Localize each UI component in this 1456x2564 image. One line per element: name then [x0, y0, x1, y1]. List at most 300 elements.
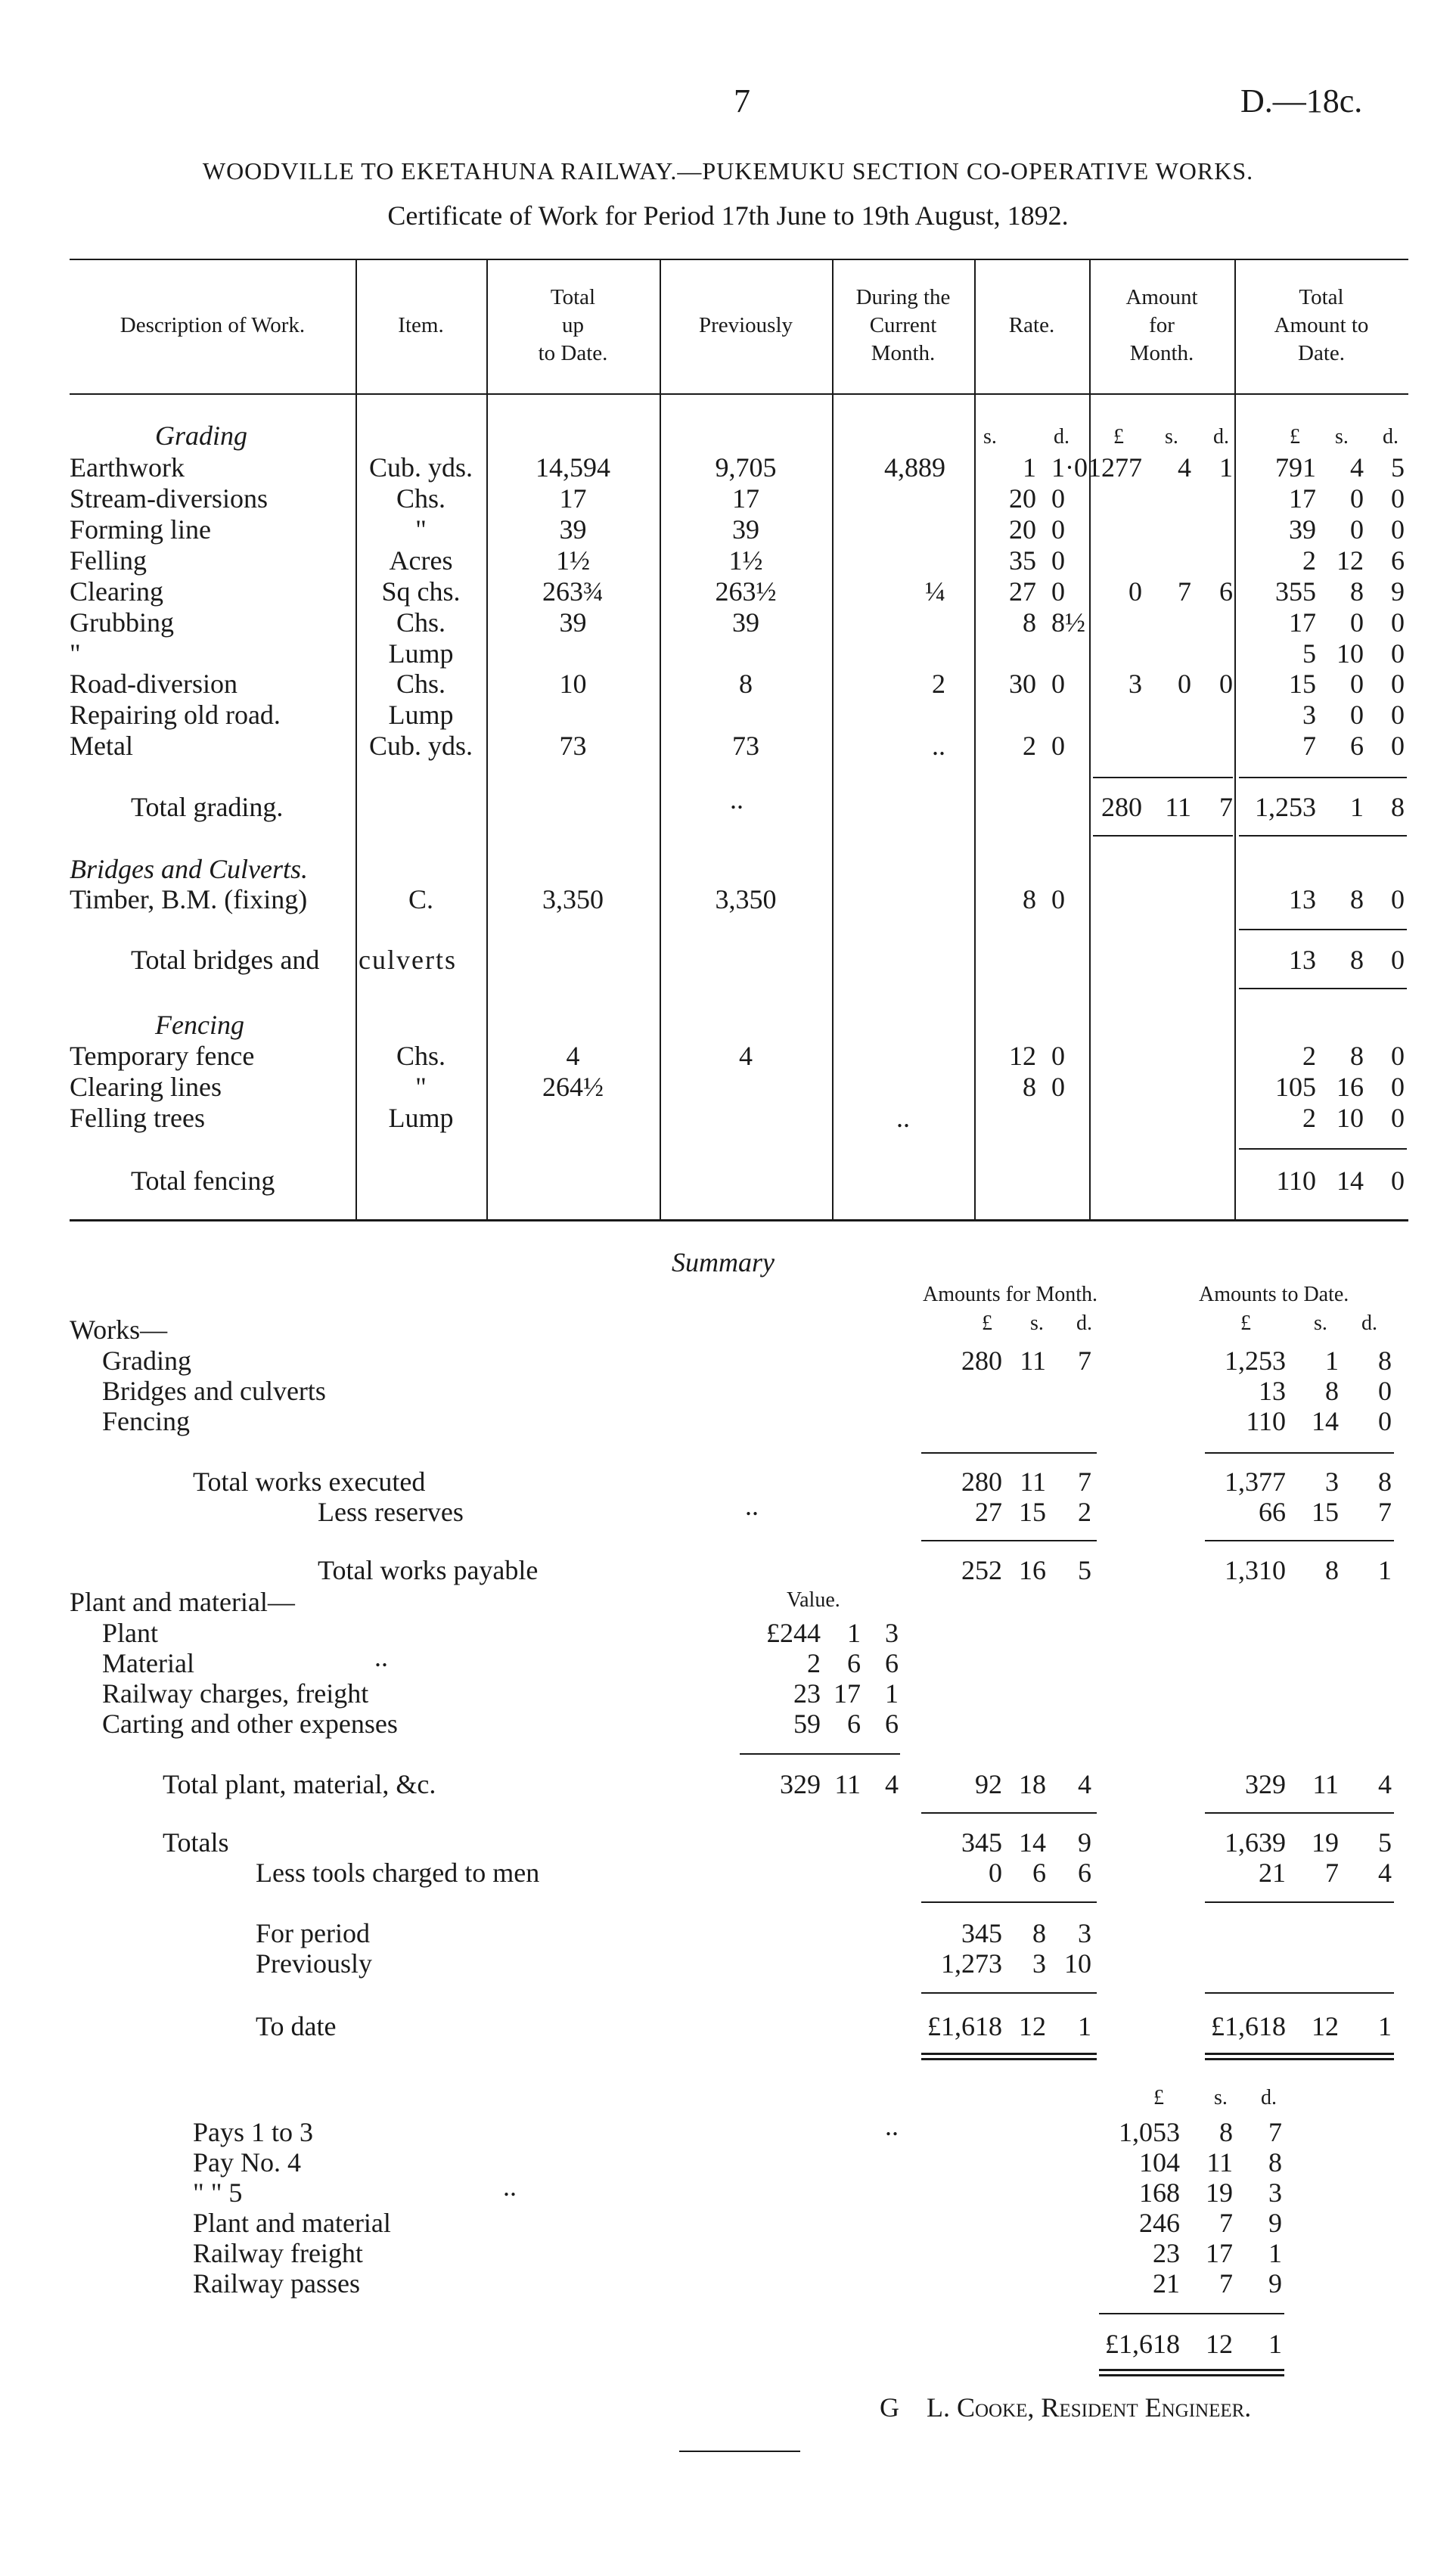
row-item: Sq chs. — [381, 576, 461, 607]
cell: 355 — [1275, 576, 1316, 607]
subtotal-rule — [1239, 835, 1407, 837]
cell: 12 — [1206, 2329, 1233, 2359]
cell: 39 — [732, 514, 759, 545]
cell: 73 — [559, 731, 587, 761]
cell: 0 — [1391, 483, 1405, 514]
cell: 21 — [1259, 1858, 1286, 1888]
cell: 39 — [559, 514, 587, 545]
cell: 11 — [1165, 792, 1191, 822]
sum-rule — [740, 1753, 900, 1755]
sum-rule — [1205, 1812, 1394, 1814]
cell: 9 — [1391, 576, 1405, 607]
dots: .. — [503, 2171, 517, 2202]
cell: 9 — [1078, 1827, 1091, 1858]
cell: 39 — [559, 607, 587, 638]
cell: 9 — [1268, 2208, 1282, 2238]
unit-label: d. — [1383, 425, 1399, 449]
cell: 14,594 — [536, 452, 610, 483]
unit-label: s. — [1214, 2086, 1228, 2109]
double-rule — [921, 2053, 1097, 2055]
cell: 2 — [1078, 1497, 1091, 1527]
cell: 1 — [1378, 1555, 1392, 1585]
cell: 1 — [1378, 2011, 1392, 2041]
cell: 4 — [739, 1041, 753, 1071]
cell: 168 — [1139, 2178, 1180, 2208]
cell: 1 — [1219, 452, 1233, 483]
cell: 4 — [566, 1041, 580, 1071]
cell: 8 — [1350, 1041, 1364, 1071]
unit-label: s. — [1165, 425, 1178, 449]
dots: .. — [730, 784, 744, 815]
summary-item-label: Carting and other expenses — [102, 1709, 398, 1739]
unit-label: s. — [983, 425, 997, 449]
unit-label: s. — [1335, 425, 1349, 449]
cell: 11 — [1206, 2147, 1233, 2178]
double-rule — [1205, 2053, 1394, 2055]
row-item: Cub. yds. — [368, 452, 473, 483]
summary-item-label: Totals — [163, 1827, 229, 1858]
cell: 7 — [1078, 1346, 1091, 1376]
cell: 6 — [1350, 731, 1364, 761]
document-title: WOODVILLE TO EKETAHUNA RAILWAY.—PUKEMUKU SECTION CO-OPERATIVE WORKS. — [202, 157, 1254, 185]
summary-col-month: Amounts for Month. — [923, 1283, 1097, 1306]
cell: 17 — [834, 1678, 861, 1709]
table-bottom-rule — [70, 1219, 1408, 1221]
cell: £1,618 — [1105, 2329, 1180, 2359]
cell: 1,053 — [1119, 2117, 1180, 2147]
summary-item-label: Railway charges, freight — [102, 1678, 369, 1709]
cell: 0 — [989, 1858, 1002, 1888]
row-item: Lump — [388, 638, 454, 669]
unit-label: d. — [1361, 1311, 1377, 1335]
unit-label: s. — [1314, 1311, 1327, 1335]
cell: 1,253 — [1255, 792, 1316, 822]
cell: 19 — [1312, 1827, 1339, 1858]
row-desc: Clearing — [70, 576, 163, 607]
cell: 0 — [1051, 884, 1065, 914]
unit-label: d. — [1261, 2086, 1277, 2109]
cell: 17 — [1289, 483, 1316, 514]
cell: 15 — [1019, 1497, 1046, 1527]
row-desc: Stream-diversions — [70, 483, 268, 514]
col-header-item: Item. — [398, 313, 444, 337]
cell: 1,253 — [1225, 1346, 1286, 1376]
cell: 0 — [1051, 1041, 1065, 1071]
cell: 8½ — [1051, 607, 1085, 638]
summary-heading: Summary — [672, 1247, 775, 1277]
cell: 8 — [1219, 2117, 1233, 2147]
cell: 66 — [1259, 1497, 1286, 1527]
subtotal-rule — [1239, 1148, 1407, 1150]
cell: 27 — [1009, 576, 1036, 607]
cell: 110 — [1246, 1406, 1286, 1436]
double-rule — [1099, 2369, 1284, 2371]
row-desc: Clearing lines — [70, 1072, 222, 1102]
unit-label: £ — [1290, 425, 1300, 449]
cell: 791 — [1275, 452, 1316, 483]
cell: 8 — [1023, 607, 1036, 638]
unit-label: £ — [1113, 425, 1124, 449]
row-desc: Earthwork — [70, 452, 185, 483]
cell: 0 — [1378, 1406, 1392, 1436]
cell: 7 — [1219, 2268, 1233, 2299]
payment-label: Railway passes — [193, 2268, 360, 2299]
cell: 0 — [1350, 483, 1364, 514]
unit-label: £ — [982, 1311, 992, 1335]
cell: ¼ — [925, 576, 945, 607]
cell: 12 — [1336, 545, 1364, 576]
cell: 14 — [1312, 1406, 1339, 1436]
summary-item-label: Bridges and culverts — [102, 1376, 326, 1406]
cell: 23 — [1153, 2238, 1180, 2268]
cell: 6 — [1219, 576, 1233, 607]
cell: 1,377 — [1225, 1467, 1286, 1497]
cell: 13 — [1289, 884, 1316, 914]
cell: 0 — [1051, 545, 1065, 576]
cell: 277 — [1101, 452, 1142, 483]
double-rule — [921, 2058, 1097, 2060]
cell: 7 — [1178, 576, 1191, 607]
cell: 17 — [732, 483, 759, 514]
cell: 2 — [1302, 1041, 1316, 1071]
cell: 0 — [1391, 638, 1405, 669]
dots: .. — [374, 1642, 388, 1672]
cell: 280 — [961, 1467, 1002, 1497]
cell: 0 — [1391, 1103, 1405, 1133]
cell: 5 — [1302, 638, 1316, 669]
summary-item-label: Total plant, material, &c. — [163, 1769, 436, 1799]
cell: 329 — [780, 1769, 821, 1799]
cell: 1½ — [556, 545, 590, 576]
page-number: 7 — [734, 82, 750, 120]
row-item: C. — [408, 884, 433, 914]
cell: 14 — [1019, 1827, 1046, 1858]
cell: 0 — [1391, 700, 1405, 730]
cell: 13 — [1289, 945, 1316, 975]
cell: 7 — [1325, 1858, 1339, 1888]
cell: 13 — [1259, 1376, 1286, 1406]
cell: 39 — [732, 607, 759, 638]
row-desc: " — [70, 638, 81, 669]
cell: .. — [932, 731, 945, 761]
cell: £244 — [766, 1618, 821, 1648]
total-fencing-label: Total fencing — [131, 1166, 275, 1196]
cell: 2 — [932, 669, 945, 699]
cell: 110 — [1276, 1166, 1316, 1196]
col-header-description: Description of Work. — [120, 313, 306, 337]
cell: 1 — [1325, 1346, 1339, 1376]
cell: 2 — [1302, 545, 1316, 576]
cell: 20 — [1009, 483, 1036, 514]
payment-label: Pay No. 4 — [193, 2147, 301, 2178]
table-header-rule — [70, 393, 1408, 395]
cell: 23 — [793, 1678, 821, 1709]
row-desc: Repairing old road. — [70, 700, 281, 730]
row-item: Chs. — [396, 483, 446, 514]
works-label: Works— — [70, 1315, 168, 1345]
cell: 6 — [1078, 1858, 1091, 1888]
col-header-amount-total: Total Amount to Date. — [1274, 285, 1369, 365]
double-rule — [1099, 2374, 1284, 2376]
cell: 6 — [1032, 1858, 1046, 1888]
cell: 8 — [1032, 1918, 1046, 1948]
cell: 4 — [1078, 1769, 1091, 1799]
cell: 12 — [1019, 2011, 1046, 2041]
column-rule — [1089, 260, 1091, 1219]
signature-initial: G — [880, 2392, 899, 2423]
cell: 10 — [1336, 1103, 1364, 1133]
double-rule — [1205, 2058, 1394, 2060]
cell: 16 — [1336, 1072, 1364, 1102]
row-desc: Felling trees — [70, 1103, 205, 1133]
cell: 1,639 — [1225, 1827, 1286, 1858]
cell: 11 — [1312, 1769, 1339, 1799]
cell: 8 — [1350, 945, 1364, 975]
cell: 12 — [1009, 1041, 1036, 1071]
cell: 6 — [885, 1648, 899, 1678]
cell: 1½ — [728, 545, 763, 576]
total-bridges-label-2: culverts — [359, 945, 457, 975]
cell: 2 — [807, 1648, 821, 1678]
cell: 3 — [1325, 1467, 1339, 1497]
cell: 3 — [1302, 700, 1316, 730]
cell: 20 — [1009, 514, 1036, 545]
cell: 6 — [847, 1648, 861, 1678]
summary-item-label: Grading — [102, 1346, 191, 1376]
cell: 12 — [1312, 2011, 1339, 2041]
cell: 0 — [1391, 1072, 1405, 1102]
cell: 0 — [1391, 731, 1405, 761]
cell: 7 — [1268, 2117, 1282, 2147]
cell: 2 — [1023, 731, 1036, 761]
cell: 0 — [1391, 884, 1405, 914]
cell: 0 — [1391, 607, 1405, 638]
row-desc: Temporary fence — [70, 1041, 255, 1071]
cell: 246 — [1139, 2208, 1180, 2238]
row-desc: Timber, B.M. (fixing) — [70, 884, 308, 914]
cell: 1 — [1268, 2329, 1282, 2359]
cell: 0 — [1051, 731, 1065, 761]
cell: 7 — [1302, 731, 1316, 761]
cell: 5 — [1378, 1827, 1392, 1858]
summary-item-label: Less reserves — [318, 1497, 464, 1527]
cell: 21 — [1153, 2268, 1180, 2299]
subtotal-rule — [1239, 988, 1407, 989]
plant-label: Plant and material— — [70, 1587, 295, 1617]
col-header-previously: Previously — [698, 313, 793, 337]
summary-item-label: For period — [256, 1918, 370, 1948]
cell: 8 — [1325, 1555, 1339, 1585]
cell: 264½ — [542, 1072, 604, 1102]
cell: £1,618 — [1211, 2011, 1286, 2041]
summary-item-label: Previously — [256, 1948, 373, 1979]
cell: 1 — [1078, 2011, 1091, 2041]
cell: 0 — [1219, 669, 1233, 699]
cell: 5 — [1391, 452, 1405, 483]
sum-rule — [921, 1540, 1097, 1541]
cell: 17 — [1206, 2238, 1233, 2268]
cell: 8 — [739, 669, 753, 699]
cell: 8 — [1268, 2147, 1282, 2178]
cell: 16 — [1019, 1555, 1046, 1585]
cell: 8 — [1023, 884, 1036, 914]
cell: 263¾ — [542, 576, 604, 607]
cell: 18 — [1019, 1769, 1046, 1799]
row-desc: Forming line — [70, 514, 211, 545]
row-desc: Metal — [70, 731, 133, 761]
cell: 6 — [1391, 545, 1405, 576]
cell: 39 — [1289, 514, 1316, 545]
cell: 7 — [1219, 2208, 1233, 2238]
cell: .. — [896, 1103, 910, 1133]
cell: 8 — [1378, 1467, 1392, 1497]
cell: 4 — [885, 1769, 899, 1799]
table-top-rule — [70, 259, 1408, 260]
cell: 1 — [885, 1678, 899, 1709]
col-header-amount-month: Amount for Month. — [1125, 285, 1198, 365]
sum-rule — [921, 1992, 1097, 1994]
cell: 8 — [1325, 1376, 1339, 1406]
sum-rule — [1205, 1452, 1394, 1454]
payment-label: Railway freight — [193, 2238, 363, 2268]
row-item: Chs. — [396, 669, 446, 699]
cell: 345 — [961, 1827, 1002, 1858]
cell: 252 — [961, 1555, 1002, 1585]
row-item: " — [415, 1072, 427, 1102]
cell: 4 — [1178, 452, 1191, 483]
row-desc: Felling — [70, 545, 147, 576]
subtotal-rule — [1093, 835, 1233, 837]
sum-rule — [1099, 2313, 1284, 2314]
cell: 19 — [1206, 2178, 1233, 2208]
cell: 3 — [1128, 669, 1142, 699]
cell: 6 — [885, 1709, 899, 1739]
row-item: " — [415, 514, 427, 545]
sum-rule — [921, 1812, 1097, 1814]
summary-item-label: To date — [256, 2011, 337, 2041]
cell: 8 — [1378, 1346, 1392, 1376]
total-grading-label: Total grading. — [131, 792, 284, 822]
cell: 9 — [1268, 2268, 1282, 2299]
col-header-current-month: During the Current Month. — [855, 285, 951, 365]
cell: 10 — [1336, 638, 1364, 669]
cell: 2 — [1302, 1103, 1316, 1133]
value-label: Value. — [787, 1588, 840, 1612]
cell: 280 — [1101, 792, 1142, 822]
cell: 0 — [1350, 669, 1364, 699]
summary-item-label: Fencing — [102, 1406, 190, 1436]
end-rule — [679, 2451, 800, 2452]
cell: 4,889 — [884, 452, 945, 483]
cell: 7 — [1219, 792, 1233, 822]
row-desc: Road-diversion — [70, 669, 237, 699]
cell: 8 — [1350, 576, 1364, 607]
summary-item-label: Total works payable — [318, 1555, 539, 1585]
unit-label: £ — [1153, 2086, 1164, 2109]
cell: 11 — [834, 1769, 861, 1799]
cell: 5 — [1078, 1555, 1091, 1585]
cell: 1,310 — [1225, 1555, 1286, 1585]
total-bridges-label: Total bridges and — [131, 945, 320, 975]
cell: 4 — [1378, 1769, 1392, 1799]
cell: 3 — [1268, 2178, 1282, 2208]
col-header-rate: Rate. — [1008, 313, 1055, 337]
row-item: Chs. — [396, 607, 446, 638]
certificate-subtitle: Certificate of Work for Period 17th June to 19th August, 1892. — [387, 200, 1069, 231]
sum-rule — [1205, 1540, 1394, 1541]
cell: 0 — [1391, 945, 1405, 975]
cell: 11 — [1020, 1346, 1046, 1376]
cell: 0 — [1178, 669, 1191, 699]
cell: 3 — [1078, 1918, 1091, 1948]
unit-label: s. — [1030, 1311, 1044, 1335]
cell: 280 — [961, 1346, 1002, 1376]
cell: 3,350 — [542, 884, 604, 914]
cell: 3 — [885, 1618, 899, 1648]
cell: 1,273 — [941, 1948, 1002, 1979]
cell: 3 — [1032, 1948, 1046, 1979]
cell: 4 — [1350, 452, 1364, 483]
cell: 14 — [1336, 1166, 1364, 1196]
section-heading-fencing: Fencing — [155, 1010, 244, 1040]
cell: 4 — [1378, 1858, 1392, 1888]
cell: 104 — [1139, 2147, 1180, 2178]
cell: 0 — [1391, 1166, 1405, 1196]
cell: 27 — [975, 1497, 1002, 1527]
cell: 0 — [1391, 669, 1405, 699]
payment-label: " " 5 — [193, 2178, 243, 2208]
col-header-total-to-date: Total up to Date. — [538, 285, 608, 365]
dots: .. — [745, 1491, 759, 1521]
subtotal-rule — [1239, 929, 1407, 930]
cell: 15 — [1312, 1497, 1339, 1527]
cell: 7 — [1078, 1467, 1091, 1497]
cell: 0 — [1391, 514, 1405, 545]
unit-label: d. — [1054, 425, 1069, 449]
unit-label: £ — [1240, 1311, 1251, 1335]
cell: 0 — [1051, 1072, 1065, 1102]
cell: 15 — [1289, 669, 1316, 699]
subtotal-rule — [1093, 777, 1233, 778]
cell: 6 — [847, 1709, 861, 1739]
sum-rule — [1205, 1992, 1394, 1994]
cell: £1,618 — [927, 2011, 1002, 2041]
cell: 8 — [1350, 884, 1364, 914]
row-item: Lump — [388, 1103, 454, 1133]
dots: .. — [885, 2111, 899, 2141]
cell: 7 — [1378, 1497, 1392, 1527]
section-heading-bridges: Bridges and Culverts. — [70, 854, 308, 884]
unit-label: d. — [1213, 425, 1229, 449]
row-item: Acres — [389, 545, 453, 576]
cell: 9,705 — [715, 452, 777, 483]
cell: 105 — [1275, 1072, 1316, 1102]
summary-item-label: Material — [102, 1648, 194, 1678]
summary-col-date: Amounts to Date. — [1199, 1283, 1349, 1306]
cell: 1 — [1350, 792, 1364, 822]
cell: 0 — [1051, 576, 1065, 607]
cell: 17 — [1289, 607, 1316, 638]
cell: 3,350 — [715, 884, 777, 914]
cell: 263½ — [715, 576, 777, 607]
payment-label: Pays 1 to 3 — [193, 2117, 314, 2147]
cell: 10 — [1064, 1948, 1091, 1979]
cell: 0 — [1378, 1376, 1392, 1406]
cell: 0 — [1350, 700, 1364, 730]
section-heading-grading: Grading — [155, 421, 248, 451]
row-item: Chs. — [396, 1041, 446, 1071]
cell: 345 — [961, 1918, 1002, 1948]
